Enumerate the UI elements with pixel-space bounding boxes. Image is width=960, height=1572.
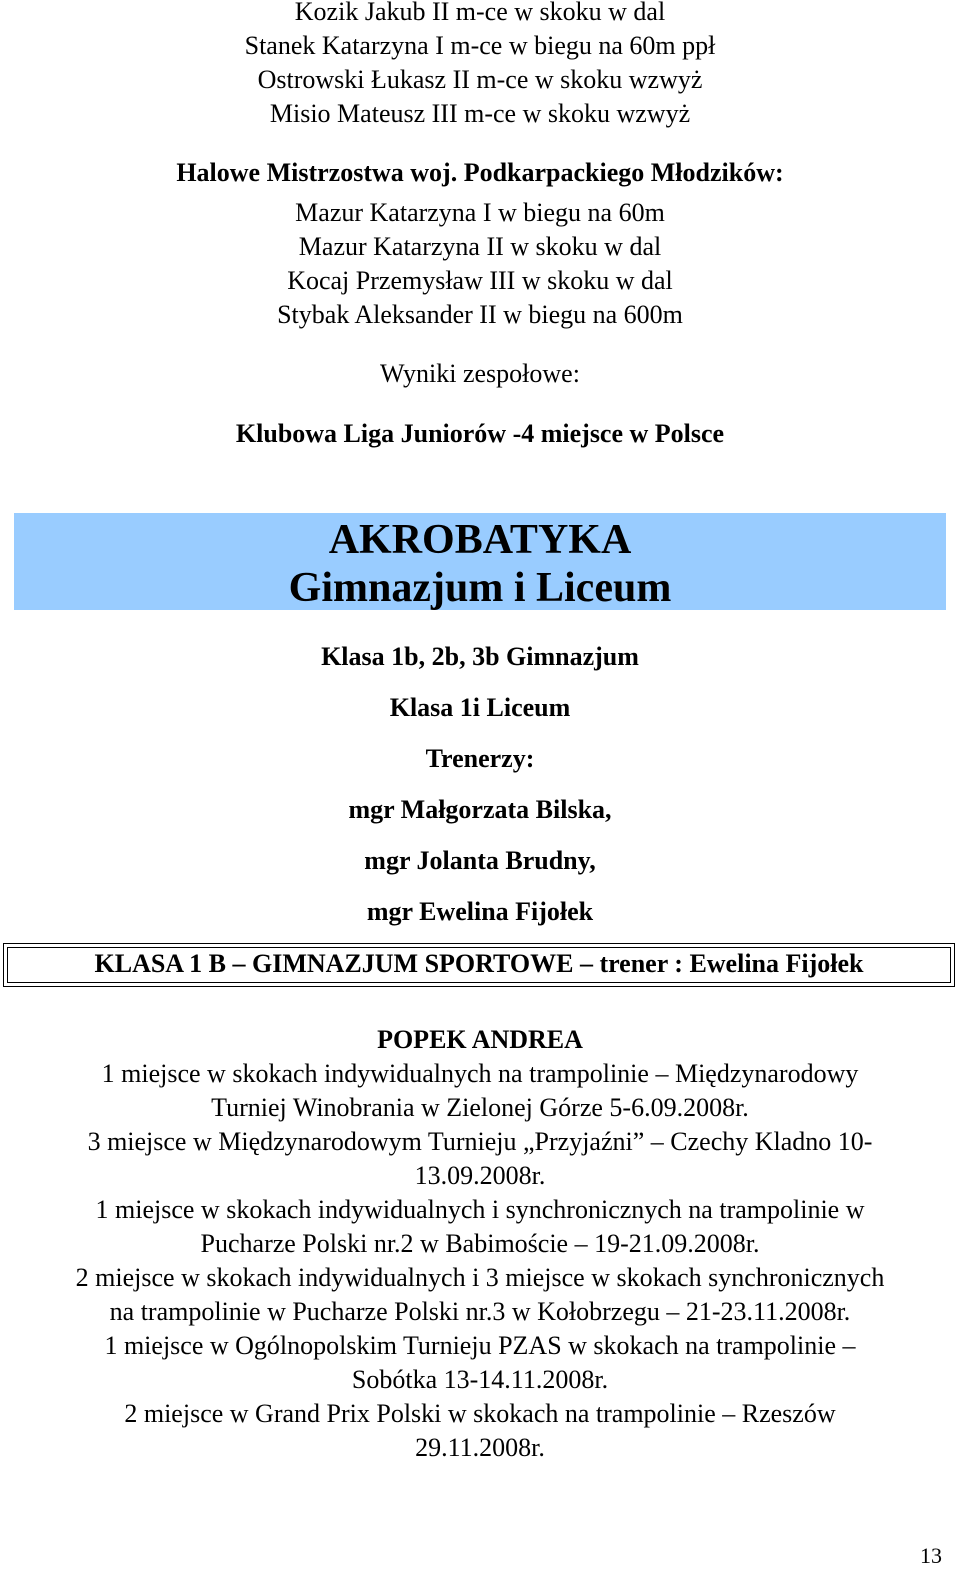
coach-name: mgr Małgorzata Bilska, xyxy=(348,795,612,824)
achievement-line: Sobótka 13-14.11.2008r. xyxy=(351,1365,609,1394)
result-line: Mazur Katarzyna II w skoku w dal xyxy=(298,232,662,261)
team-results-label: Wyniki zespołowe: xyxy=(380,359,580,388)
achievement-line: 2 miejsce w Grand Prix Polski w skokach na trampolinie – Rzeszów xyxy=(124,1399,836,1428)
achievement-line: 3 miejsce w Międzynarodowym Turnieju „Przyjaźni” – Czechy Kladno 10- xyxy=(87,1127,873,1156)
result-line: Stanek Katarzyna I m-ce w biegu na 60m ppł xyxy=(244,31,716,60)
banner-subtitle: Gimnazjum i Liceum xyxy=(288,565,672,611)
class-line: Klasa 1i Liceum xyxy=(389,693,571,722)
achievement-line: 2 miejsce w skokach indywidualnych i 3 miejsce w skokach synchronicznych xyxy=(75,1263,885,1292)
result-line: Misio Mateusz III m-ce w skoku wzwyż xyxy=(269,99,691,128)
achievement-line: 1 miejsce w skokach indywidualnych na trampolinie – Międzynarodowy xyxy=(101,1059,859,1088)
athlete-name: POPEK ANDREA xyxy=(377,1025,583,1054)
section-banner xyxy=(14,513,946,610)
achievement-line: 13.09.2008r. xyxy=(414,1161,546,1190)
page-number: 13 xyxy=(920,1543,942,1568)
achievement-line: na trampolinie w Pucharze Polski nr.3 w Kołobrzegu – 21-23.11.2008r. xyxy=(109,1297,851,1326)
class-heading: KLASA 1 B – GIMNAZJUM SPORTOWE – trener : Ewelina Fijołek xyxy=(94,949,864,978)
result-line: Mazur Katarzyna I w biegu na 60m xyxy=(295,198,665,227)
class-heading-box xyxy=(3,943,955,987)
coach-name: mgr Jolanta Brudny, xyxy=(364,846,596,875)
league-result: Klubowa Liga Juniorów -4 miejsce w Polsce xyxy=(235,419,725,448)
achievement-line: Turniej Winobrania w Zielonej Górze 5-6.09.2008r. xyxy=(211,1093,749,1122)
coach-name: mgr Ewelina Fijołek xyxy=(366,897,594,926)
achievement-line: 1 miejsce w skokach indywidualnych i synchronicznych na trampolinie w xyxy=(95,1195,865,1224)
banner-title: AKROBATYKA xyxy=(328,517,632,563)
coaches-label: Trenerzy: xyxy=(425,744,535,773)
result-line: Kozik Jakub II m-ce w skoku w dal xyxy=(294,0,666,26)
result-line: Kocaj Przemysław III w skoku w dal xyxy=(287,266,673,295)
achievement-line: 29.11.2008r. xyxy=(415,1433,545,1462)
achievement-line: Pucharze Polski nr.2 w Babimoście – 19-21.09.2008r. xyxy=(200,1229,760,1258)
result-line: Stybak Aleksander II w biegu na 600m xyxy=(277,300,683,329)
section-heading-halowe: Halowe Mistrzostwa woj. Podkarpackiego Młodzików: xyxy=(176,158,784,187)
achievement-line: 1 miejsce w Ogólnopolskim Turnieju PZAS w skokach na trampolinie – xyxy=(104,1331,856,1360)
class-line: Klasa 1b, 2b, 3b Gimnazjum xyxy=(321,642,639,671)
result-line: Ostrowski Łukasz II m-ce w skoku wzwyż xyxy=(257,65,703,94)
